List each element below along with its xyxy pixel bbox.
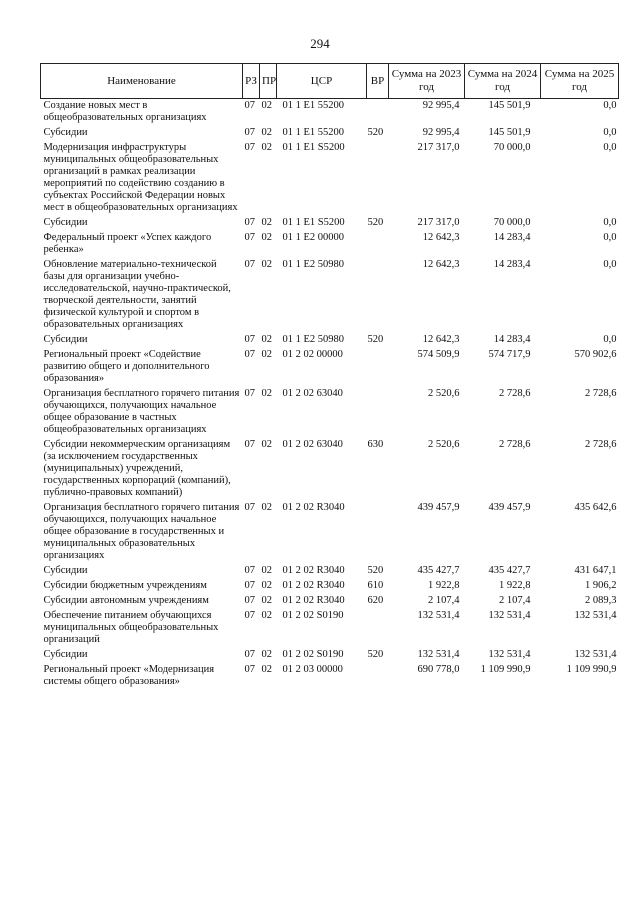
cell-sum-2025: 435 642,6 [574,502,617,513]
cell-sum-2025: 0,0 [603,334,617,345]
cell-sum-2023: 2 520,6 [428,388,460,399]
cell-sum-2024: 1 109 990,9 [480,664,531,675]
cell-pr: 02 [261,610,272,621]
cell-sum-2025: 570 902,6 [574,349,617,360]
cell-rz: 07 [244,388,255,399]
table-row [41,564,619,579]
cell-pr: 02 [261,217,272,228]
cell-name: Обеспечение питанием обучающихся муниципальных общеобразовательных организаций [43,610,219,645]
cell-sum-2024: 70 000,0 [493,217,531,228]
cell-csr: 01 2 02 R3040 [282,502,345,513]
cell-vr [367,231,389,258]
cell-sum-2025: 1 109 990,9 [566,664,617,675]
cell-name: Региональный проект «Содействие развитию общего и дополнительного образования» [43,349,210,384]
table-row [41,594,619,609]
cell-vr: 520 [367,217,384,228]
cell-name: Модернизация инфраструктуры муниципальных общеобразовательных организаций в рамках реализации мероприятий по содействию созданию в субъектах Российской Федерации новых мест в общеобразовательных организациях [43,142,238,213]
table-row [41,141,619,216]
cell-sum-2023: 2 520,6 [428,439,460,450]
cell-sum-2025: 0,0 [603,100,617,111]
cell-sum-2023: 574 509,9 [417,349,460,360]
budget-table [40,63,619,690]
cell-csr: 01 2 02 63040 [282,388,343,399]
page-number: 294 [310,36,330,51]
cell-vr: 520 [367,127,384,138]
header-sum-2025: Сумма на 2025 год [541,64,619,99]
cell-csr: 01 2 02 S0190 [282,649,344,660]
cell-sum-2023: 12 642,3 [422,232,460,243]
cell-pr: 02 [261,439,272,450]
cell-sum-2024: 145 501,9 [488,100,531,111]
cell-vr [367,141,389,216]
cell-name: Субсидии [43,649,88,660]
cell-sum-2023: 92 995,4 [422,127,460,138]
cell-csr: 01 1 E1 S5200 [282,142,345,153]
cell-pr: 02 [261,388,272,399]
cell-sum-2023: 217 317,0 [417,217,460,228]
cell-name: Субсидии бюджетным учреждениям [43,580,207,591]
cell-sum-2024: 70 000,0 [493,142,531,153]
cell-vr: 630 [367,439,384,450]
table-row [41,258,619,333]
cell-rz: 07 [244,259,255,270]
cell-pr: 02 [261,649,272,660]
cell-csr: 01 1 E1 S5200 [282,217,345,228]
cell-sum-2024: 439 457,9 [488,502,531,513]
table-row [41,501,619,564]
header-name: Наименование [41,64,243,99]
table-row [41,333,619,348]
cell-rz: 07 [244,439,255,450]
cell-sum-2023: 1 922,8 [428,580,460,591]
cell-name: Федеральный проект «Успех каждого ребенка» [43,232,212,255]
cell-sum-2025: 0,0 [603,259,617,270]
cell-sum-2024: 14 283,4 [493,232,531,243]
cell-rz: 07 [244,100,255,111]
cell-sum-2025: 0,0 [603,217,617,228]
cell-sum-2023: 2 107,4 [428,595,460,606]
cell-name: Субсидии [43,127,88,138]
cell-sum-2023: 690 778,0 [417,664,460,675]
cell-sum-2025: 0,0 [603,127,617,138]
cell-csr: 01 1 E1 55200 [282,100,345,111]
cell-rz: 07 [244,502,255,513]
cell-pr: 02 [261,232,272,243]
cell-rz: 07 [244,664,255,675]
cell-pr: 02 [261,334,272,345]
cell-pr: 02 [261,565,272,576]
header-sum-2024: Сумма на 2024 год [465,64,541,99]
cell-rz: 07 [244,217,255,228]
cell-pr: 02 [261,595,272,606]
cell-name: Субсидии автономным учреждениям [43,595,209,606]
cell-vr: 520 [367,649,384,660]
cell-rz: 07 [244,565,255,576]
cell-rz: 07 [244,142,255,153]
cell-sum-2024: 574 717,9 [488,349,531,360]
cell-name: Субсидии [43,565,88,576]
cell-sum-2024: 132 531,4 [488,649,531,660]
cell-sum-2024: 2 728,6 [499,439,531,450]
header-rz: РЗ [243,64,260,99]
cell-csr: 01 1 E1 55200 [282,127,345,138]
cell-pr: 02 [261,502,272,513]
table-row [41,648,619,663]
table-header [41,64,619,99]
cell-pr: 02 [261,349,272,360]
cell-csr: 01 2 02 63040 [282,439,343,450]
cell-rz: 07 [244,580,255,591]
cell-vr: 620 [367,595,384,606]
cell-pr: 02 [261,100,272,111]
table-row [41,99,619,127]
cell-sum-2024: 435 427,7 [488,565,531,576]
cell-csr: 01 1 E2 50980 [282,334,345,345]
cell-vr [367,663,389,690]
table-row [41,579,619,594]
table-row [41,231,619,258]
cell-vr [367,501,389,564]
cell-name: Субсидии [43,217,88,228]
cell-pr: 02 [261,664,272,675]
cell-csr: 01 2 02 S0190 [282,610,344,621]
cell-sum-2023: 92 995,4 [422,100,460,111]
cell-name: Организация бесплатного горячего питания обучающихся, получающих начальное общее образование в частных общеобразовательных организациях [43,388,240,435]
cell-sum-2025: 0,0 [603,142,617,153]
cell-sum-2025: 431 647,1 [574,565,617,576]
cell-sum-2024: 14 283,4 [493,259,531,270]
cell-csr: 01 2 02 00000 [282,349,343,360]
cell-vr [367,609,389,648]
cell-name: Организация бесплатного горячего питания обучающихся, получающих начальное общее образование в государственных и муниципальных образовательных организациях [43,502,240,561]
cell-csr: 01 2 02 R3040 [282,595,345,606]
cell-sum-2025: 132 531,4 [574,610,617,621]
cell-csr: 01 2 03 00000 [282,664,343,675]
cell-sum-2024: 14 283,4 [493,334,531,345]
cell-pr: 02 [261,142,272,153]
cell-sum-2023: 12 642,3 [422,259,460,270]
cell-name: Создание новых мест в общеобразовательных организациях [43,100,207,123]
cell-sum-2024: 2 728,6 [499,388,531,399]
header-vr: ВР [367,64,389,99]
cell-sum-2024: 2 107,4 [499,595,531,606]
cell-sum-2025: 1 906,2 [585,580,617,591]
cell-pr: 02 [261,127,272,138]
cell-vr [367,387,389,438]
cell-csr: 01 1 E2 50980 [282,259,345,270]
cell-sum-2024: 1 922,8 [499,580,531,591]
cell-csr: 01 2 02 R3040 [282,580,345,591]
header-pr: ПР [260,64,277,99]
cell-sum-2023: 435 427,7 [417,565,460,576]
table-row [41,216,619,231]
cell-pr: 02 [261,259,272,270]
cell-sum-2023: 439 457,9 [417,502,460,513]
table-row [41,348,619,387]
cell-rz: 07 [244,649,255,660]
table-row [41,387,619,438]
cell-sum-2025: 2 089,3 [585,595,617,606]
cell-sum-2024: 132 531,4 [488,610,531,621]
cell-vr [367,348,389,387]
cell-sum-2024: 145 501,9 [488,127,531,138]
cell-rz: 07 [244,349,255,360]
cell-sum-2025: 0,0 [603,232,617,243]
cell-sum-2025: 2 728,6 [585,439,617,450]
cell-name: Субсидии некоммерческим организациям (за исключением государственных (муниципальных) учреждений, государственных корпораций (компаний), публично-правовых компаний) [43,439,231,498]
cell-rz: 07 [244,595,255,606]
cell-sum-2025: 132 531,4 [574,649,617,660]
cell-csr: 01 1 E2 00000 [282,232,345,243]
cell-name: Региональный проект «Модернизация системы общего образования» [43,664,215,687]
cell-rz: 07 [244,127,255,138]
table-row [41,663,619,690]
cell-sum-2023: 132 531,4 [417,610,460,621]
table-row [41,438,619,501]
cell-rz: 07 [244,610,255,621]
table-row [41,609,619,648]
header-csr: ЦСР [277,64,367,99]
cell-rz: 07 [244,232,255,243]
cell-sum-2023: 132 531,4 [417,649,460,660]
cell-vr [367,99,389,127]
cell-csr: 01 2 02 R3040 [282,565,345,576]
cell-name: Субсидии [43,334,88,345]
cell-name: Обновление материально-технической базы для организации учебно-исследовательской, научно-практической, творческой деятельности, занятий физической культурой и спортом в образовательных организациях [43,259,231,330]
cell-vr: 520 [367,334,384,345]
cell-sum-2023: 217 317,0 [417,142,460,153]
cell-pr: 02 [261,580,272,591]
cell-sum-2023: 12 642,3 [422,334,460,345]
table-row [41,126,619,141]
cell-vr [367,258,389,333]
cell-vr: 610 [367,580,384,591]
cell-vr: 520 [367,565,384,576]
cell-rz: 07 [244,334,255,345]
cell-sum-2025: 2 728,6 [585,388,617,399]
header-sum-2023: Сумма на 2023 год [389,64,465,99]
table-body [41,99,619,691]
